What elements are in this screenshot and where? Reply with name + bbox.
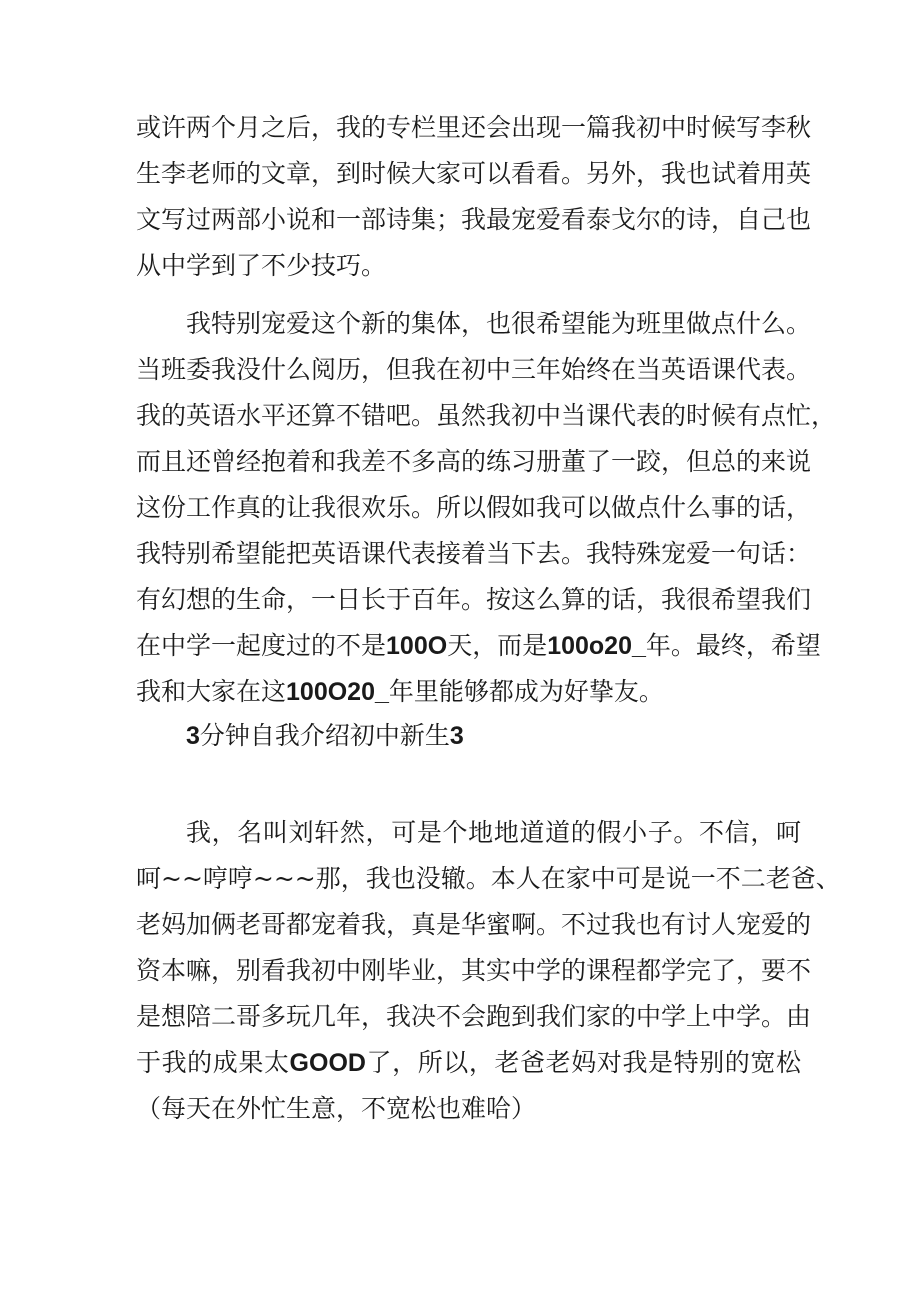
text-line: 我特别希望能把英语课代表接着当下去。我特殊宠爱一句话： xyxy=(136,539,812,568)
text-line: 文写过两部小说和一部诗集；我最宠爱看泰戈尔的诗，自己也 xyxy=(136,205,812,234)
text-segment: 于我的成果太 xyxy=(136,1048,290,1077)
text-line: 从中学到了不少技巧。 xyxy=(136,251,387,280)
text-line: 老妈加俩老哥都宠着我，真是华蜜啊。不过我也有讨人宠爱的 xyxy=(136,910,812,939)
text-line: 当班委我没什么阅历，但我在初中三年始终在当英语课代表。 xyxy=(136,355,812,384)
text-line: 而且还曾经抱着和我差不多高的练习册董了一跤，但总的来说 xyxy=(136,447,812,476)
paragraph-1 xyxy=(136,105,812,289)
paragraph-2 xyxy=(136,301,837,715)
text-line: 我特别宠爱这个新的集体，也很希望能为班里做点什么。 xyxy=(186,309,812,338)
word-segment: GOOD xyxy=(289,1049,366,1077)
heading-text: 分钟自我介绍初中新生 xyxy=(199,721,450,750)
number-segment: 100O xyxy=(386,632,448,660)
text-line: 或许两个月之后，我的专栏里还会出现一篇我初中时候写李秋 xyxy=(136,113,812,142)
text-segment: 在中学一起度过的不是 xyxy=(136,631,387,660)
text-line-mixed xyxy=(136,669,801,715)
text-line: 资本嘛，别看我初中刚毕业，其实中学的课程都学完了，要不 xyxy=(136,956,812,985)
text-segment: 了，所以，老爸老妈对我是特别的宽松 xyxy=(365,1048,801,1077)
paragraph-3 xyxy=(136,810,841,1132)
text-segment: 年。最终，希望 xyxy=(645,631,821,660)
text-line: （每天在外忙生意，不宽松也难哈） xyxy=(136,1094,537,1123)
heading-number: 3 xyxy=(449,722,464,750)
text-line: 我，名叫刘轩然，可是个地地道道的假小子。不信，呵 xyxy=(186,818,801,847)
text-line: 呵~~哼哼~~~那，我也没辙。本人在家中可是说一不二老爸、 xyxy=(136,864,841,893)
text-segment: 天，而是 xyxy=(447,631,548,660)
text-line: 有幻想的生命，一日长于百年。按这么算的话，我很希望我们 xyxy=(136,585,812,614)
text-line: 我的英语水平还算不错吧。虽然我初中当课代表的时候有点忙， xyxy=(136,401,837,430)
text-line: 这份工作真的让我很欢乐。所以假如我可以做点什么事的话， xyxy=(136,493,812,522)
text-segment: 我和大家在这 xyxy=(136,677,287,706)
text-line-mixed xyxy=(136,623,821,669)
text-line: 是想陪二哥多玩几年，我决不会跑到我们家的中学上中学。由 xyxy=(136,1002,812,1031)
section-heading xyxy=(186,713,464,759)
heading-number: 3 xyxy=(186,722,200,750)
text-line-mixed xyxy=(136,1040,801,1086)
number-segment: 100O20_ xyxy=(286,678,389,706)
number-segment: 100o20_ xyxy=(547,632,646,660)
text-line: 生李老师的文章，到时候大家可以看看。另外，我也试着用英 xyxy=(136,159,812,188)
text-segment: 年里能够都成为好挚友。 xyxy=(388,677,664,706)
